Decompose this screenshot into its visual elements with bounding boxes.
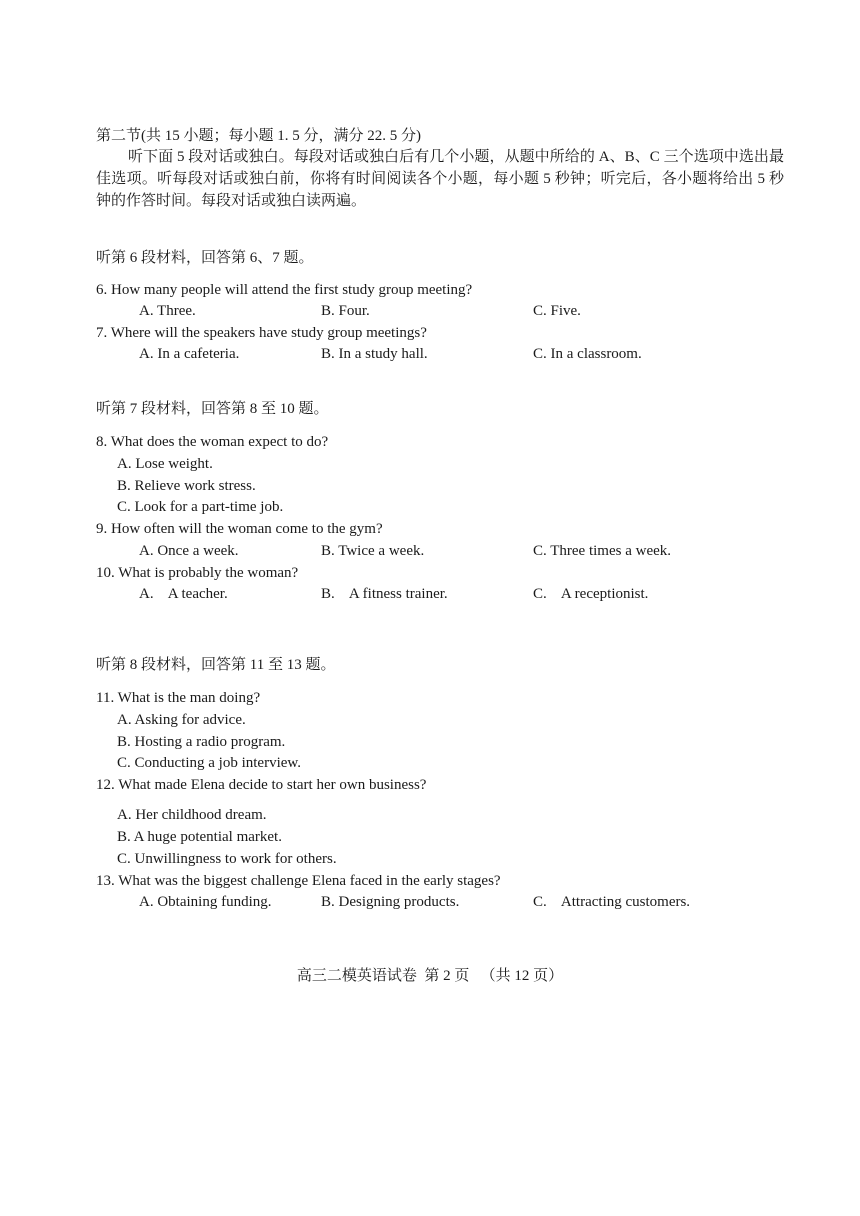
group-title: 听第 6 段材料，回答第 6、7 题。	[96, 250, 314, 266]
option-c: C. Look for a part-time job.	[117, 499, 284, 515]
option-a: A. Once a week.	[139, 543, 239, 559]
option-c: C. Attracting customers.	[533, 894, 691, 910]
question-stem: 6. How many people will attend the first study group meeting?	[96, 282, 473, 298]
option-b: B. In a study hall.	[321, 346, 428, 362]
option-c: C. Unwillingness to work for others.	[117, 851, 337, 867]
option-a: A. Obtaining funding.	[139, 894, 272, 910]
question-stem: 10. What is probably the woman?	[96, 565, 299, 581]
question-stem: 13. What was the biggest challenge Elena faced in the early stages?	[96, 873, 501, 889]
option-a: A. Asking for advice.	[117, 712, 246, 728]
option-c: C. Three times a week.	[533, 543, 672, 559]
option-b: B. Four.	[321, 303, 370, 319]
option-a: A. Lose weight.	[117, 456, 213, 472]
option-b: B. A huge potential market.	[117, 829, 282, 845]
option-b: B. Relieve work stress.	[117, 478, 256, 494]
option-c: C. A receptionist.	[533, 586, 649, 602]
option-c: C. Five.	[533, 303, 581, 319]
option-a: A. Three.	[139, 303, 196, 319]
option-b: B. Designing products.	[321, 894, 460, 910]
option-a: A. A teacher.	[139, 586, 228, 602]
option-b: B. A fitness trainer.	[321, 586, 448, 602]
question-stem: 9. How often will the woman come to the gym?	[96, 521, 383, 537]
group-title: 听第 8 段材料，回答第 11 至 13 题。	[96, 657, 336, 673]
question-stem: 12. What made Elena decide to start her own business?	[96, 777, 427, 793]
option-b: B. Twice a week.	[321, 543, 425, 559]
option-c: C. Conducting a job interview.	[117, 755, 301, 771]
section-heading: 第二节(共 15 小题；每小题 1. 5 分，满分 22. 5 分)	[96, 128, 421, 144]
page-footer: 高三二模英语试卷 第 2 页 （共 12 页）	[296, 968, 564, 984]
question-stem: 7. Where will the speakers have study group meetings?	[96, 325, 427, 341]
option-a: A. In a cafeteria.	[139, 346, 240, 362]
question-stem: 11. What is the man doing?	[96, 690, 261, 706]
option-b: B. Hosting a radio program.	[117, 734, 286, 750]
question-stem: 8. What does the woman expect to do?	[96, 434, 329, 450]
option-c: C. In a classroom.	[533, 346, 642, 362]
group-title: 听第 7 段材料，回答第 8 至 10 题。	[96, 401, 329, 417]
option-a: A. Her childhood dream.	[117, 807, 267, 823]
section-instructions: 听下面 5 段对话或独白。每段对话或独白后有几个小题，从题中所给的 A、B、C 三个选项中选出最佳选项。听每段对话或独白前，你将有时间阅读各个小题，每小题 5 秒钟；听完后，各小题将给出 5 秒钟的作答时间。每段对话或独白读两遍。	[96, 149, 784, 209]
